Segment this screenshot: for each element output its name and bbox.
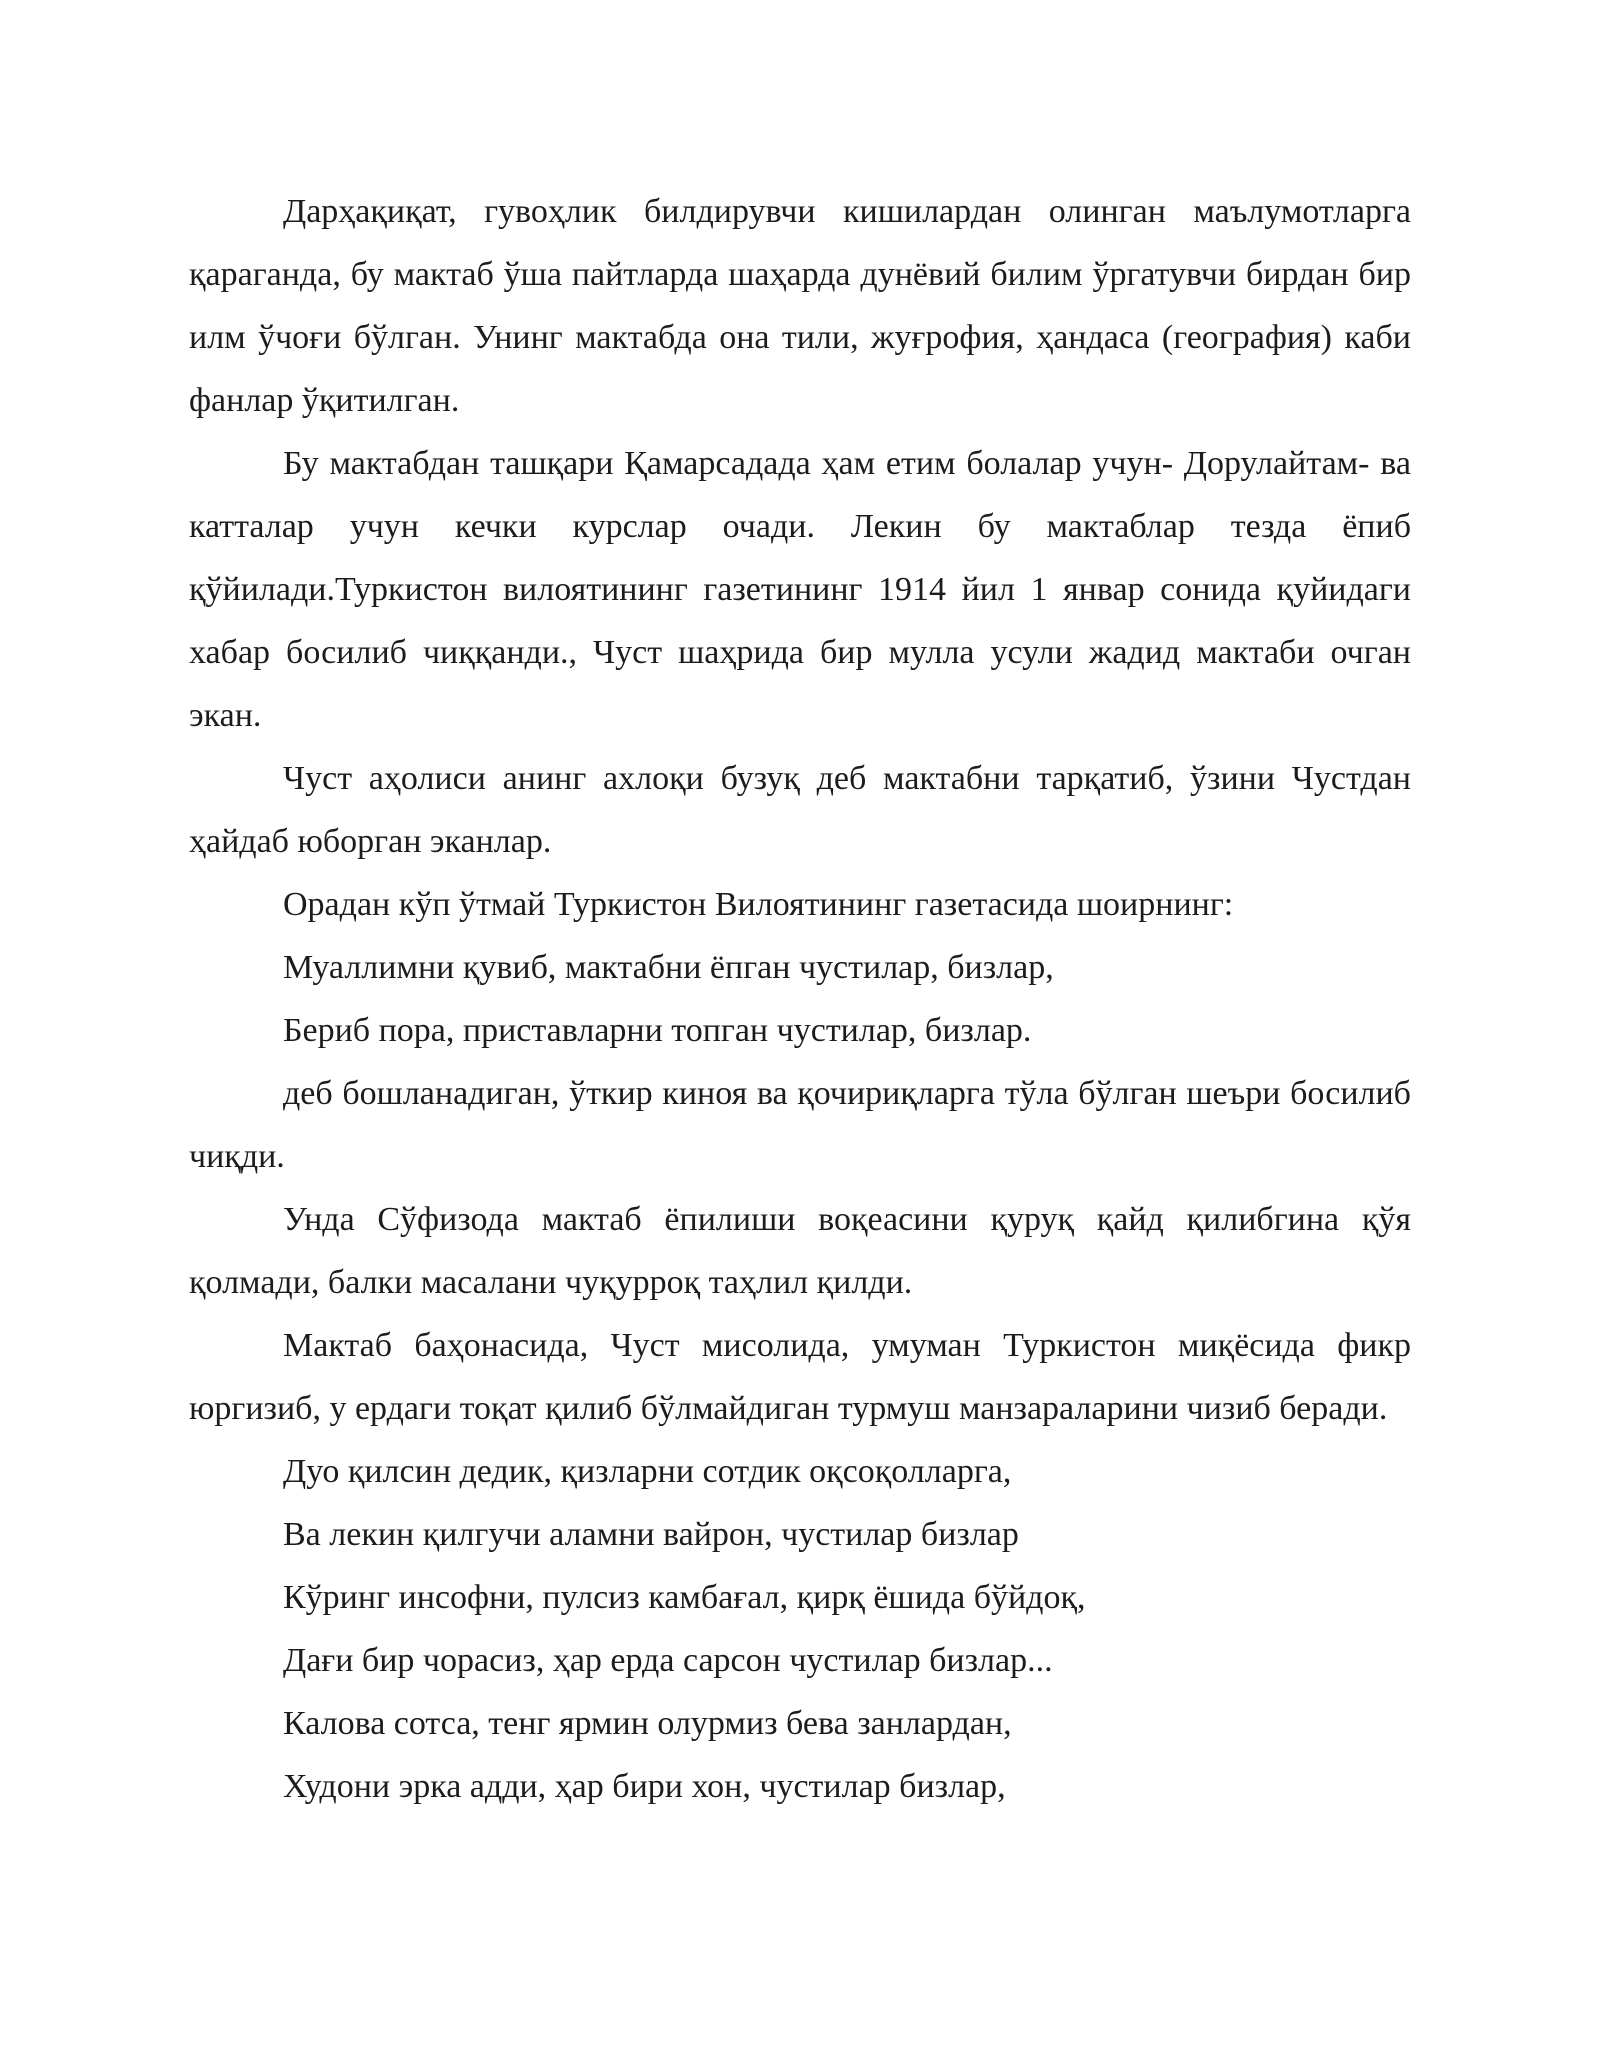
intro-line: Орадан кўп ўтмай Туркистон Вилоятининг газетасида шоирнинг:	[283, 886, 1234, 923]
paragraph: Дарҳақиқат, гувоҳлик билдирувчи кишилардан олинган маълумотларга қараганда, бу мактаб ўша пайтларда шаҳарда дунёвий билим ўргатувчи бирдан бир илм ўчоғи бўлган. Унинг мактабда она тили, жуғрофия, ҳандаса (география) каби фанлар ўқитилган.	[189, 193, 1411, 419]
poem-line: Дағи бир чорасиз, ҳар ерда сарсон чустилар бизлар...	[283, 1642, 1053, 1679]
poem-line: Кўринг инсофни, пулсиз камбағал, қирқ ёшида бўйдоқ,	[283, 1579, 1086, 1616]
paragraph: Бу мактабдан ташқари Қамарсадада ҳам етим болалар учун- Дорулайтам- ва катталар учун кечки курслар очади. Лекин бу мактаблар тезда ёпиб қўйилади.Туркистон вилоятининг газетининг 1914 йил 1 январ сонида қуйидаги хабар босилиб чиққанди., Чуст шаҳрида бир мулла усули жадид мактаби очган экан.	[189, 445, 1411, 734]
paragraph: Чуст аҳолиси анинг ахлоқи бузуқ деб мактабни тарқатиб, ўзини Чустдан ҳайдаб юборган эканлар.	[189, 760, 1411, 860]
poem-line: Калова сотса, тенг ярмин олурмиз бева занлардан,	[283, 1705, 1012, 1742]
paragraph: Унда Сўфизода мактаб ёпилиши воқеасини қуруқ қайд қилибгина қўя қолмади, балки масалани чуқурроқ таҳлил қилди.	[189, 1201, 1411, 1301]
document-body	[189, 180, 1411, 1818]
paragraph: Мактаб баҳонасида, Чуст мисолида, умуман Туркистон миқёсида фикр юргизиб, у ердаги тоқат қилиб бўлмайдиган турмуш манзараларини чизиб беради.	[189, 1327, 1411, 1427]
poem-line: Ва лекин қилгучи аламни вайрон, чустилар бизлар	[283, 1516, 1019, 1553]
poem-line: Муаллимни қувиб, мактабни ёпган чустилар, бизлар,	[283, 949, 1054, 986]
poem-line: Дуо қилсин дедик, қизларни сотдик оқсоқолларга,	[283, 1453, 1012, 1490]
paragraph: деб бошланадиган, ўткир киноя ва қочириқларга тўла бўлган шеъри босилиб чиқди.	[189, 1075, 1411, 1175]
poem-line: Бериб пора, приставларни топган чустилар, бизлар.	[283, 1012, 1032, 1049]
poem-line: Худони эрка адди, ҳар бири хон, чустилар бизлар,	[283, 1768, 1006, 1805]
